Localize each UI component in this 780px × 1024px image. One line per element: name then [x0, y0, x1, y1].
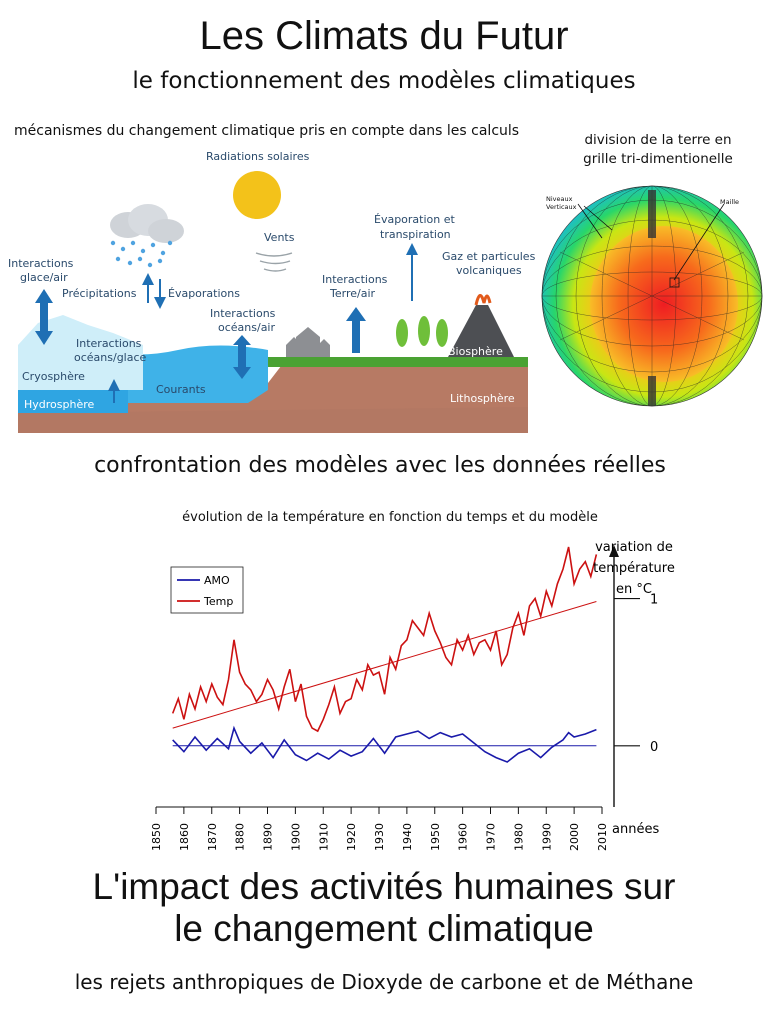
label-biosphere: Biosphère	[448, 345, 503, 358]
trend-line-2	[173, 602, 597, 729]
grid-caption-line-2: grille tri-dimentionelle	[583, 151, 733, 167]
x-tick-label: 1970	[484, 823, 498, 851]
label-cryosphere: Cryosphère	[22, 370, 85, 383]
label-glace-air-1: Interactions	[8, 257, 74, 270]
x-tick-label: 1900	[289, 823, 303, 851]
temperature-chart	[130, 535, 740, 855]
label-niveaux-1: Niveaux	[546, 195, 573, 203]
label-evaporations: Évaporations	[168, 287, 240, 300]
y-tick-label: 0	[650, 739, 659, 755]
ylabel-line-1: variation de	[595, 540, 673, 555]
label-maille: Maille	[720, 198, 740, 206]
xlabel: années	[612, 822, 660, 837]
x-tick-label: 2000	[568, 823, 582, 851]
label-terre-air-2: Terre/air	[330, 287, 376, 300]
label-terre-air-1: Interactions	[322, 273, 388, 286]
label-niveaux-2: Verticaux	[546, 203, 577, 211]
label-gaz-1: Gaz et particules	[442, 250, 536, 263]
sun-icon	[233, 171, 281, 219]
section-title-confrontation: confrontation des modèles avec les données réelles	[94, 453, 666, 478]
climate-mechanisms-diagram	[8, 145, 536, 433]
chart-title: évolution de la température en fonction du temps et du modèle	[182, 510, 598, 525]
biosphere-ground	[268, 357, 528, 367]
label-evap-trans-2: transpiration	[380, 228, 451, 241]
lava-icon	[476, 295, 490, 305]
label-precipitations: Précipitations	[62, 287, 137, 300]
label-oceans-glace-1: Interactions	[76, 337, 142, 350]
wind-icon	[256, 253, 292, 271]
rain-cloud-icon	[110, 204, 184, 267]
earth-grid-illustration	[540, 182, 765, 412]
label-radiations: Radiations solaires	[206, 150, 310, 163]
footer-text: les rejets anthropiques de Dioxyde de carbone et de Méthane	[74, 970, 694, 994]
label-gaz-2: volcaniques	[456, 264, 522, 277]
chart-legend	[171, 567, 243, 613]
page-title: Les Climats du Futur	[199, 14, 569, 58]
x-tick-label: 1990	[540, 823, 554, 851]
x-tick-label: 1910	[317, 823, 331, 851]
label-glace-air-2: glace/air	[20, 271, 68, 284]
section-title-impact	[0, 866, 768, 950]
impact-line-2: le changement climatique	[174, 908, 594, 949]
label-hydrosphere: Hydrosphère	[24, 398, 95, 411]
x-tick-label: 1920	[345, 823, 359, 851]
x-tick-label: 1870	[205, 823, 219, 851]
x-tick-label: 1940	[400, 823, 414, 851]
y-tick-label: 1	[650, 592, 659, 608]
ylabel-line-2: température	[593, 561, 675, 576]
vertical-column	[648, 190, 656, 238]
x-tick-label: 1880	[233, 823, 247, 851]
legend-label: Temp	[204, 595, 234, 608]
x-tick-label: 1930	[373, 823, 386, 851]
series-line-amo	[173, 728, 597, 762]
diagram-caption: mécanismes du changement climatique pris en compte dans les calculs	[14, 123, 520, 139]
ylabel-line-3: en °C	[616, 582, 652, 597]
label-vents: Vents	[264, 231, 295, 244]
label-oceans-glace-2: océans/glace	[74, 351, 147, 364]
x-tick-label: 1980	[512, 823, 526, 851]
label-oceans-air-2: océans/air	[218, 321, 276, 334]
legend-label: AMO	[204, 574, 230, 587]
label-oceans-air-1: Interactions	[210, 307, 276, 320]
x-tick-label: 1860	[177, 823, 191, 851]
impact-line-1: L'impact des activités humaines sur	[92, 866, 676, 907]
x-tick-label: 1850	[150, 823, 163, 851]
page-subtitle: le fonctionnement des modèles climatiques	[132, 68, 636, 94]
grid-caption-line-1: division de la terre en	[584, 132, 732, 148]
x-tick-label: 1960	[456, 823, 470, 851]
grid-caption	[548, 131, 768, 169]
houses-icon	[286, 327, 330, 357]
label-lithosphere: Lithosphère	[450, 392, 515, 405]
label-evap-trans-1: Évaporation et	[374, 213, 455, 226]
x-tick-label: 2010	[596, 823, 609, 851]
x-tick-label: 1950	[428, 823, 442, 851]
x-tick-label: 1890	[261, 823, 275, 851]
label-courants: Courants	[156, 383, 206, 396]
